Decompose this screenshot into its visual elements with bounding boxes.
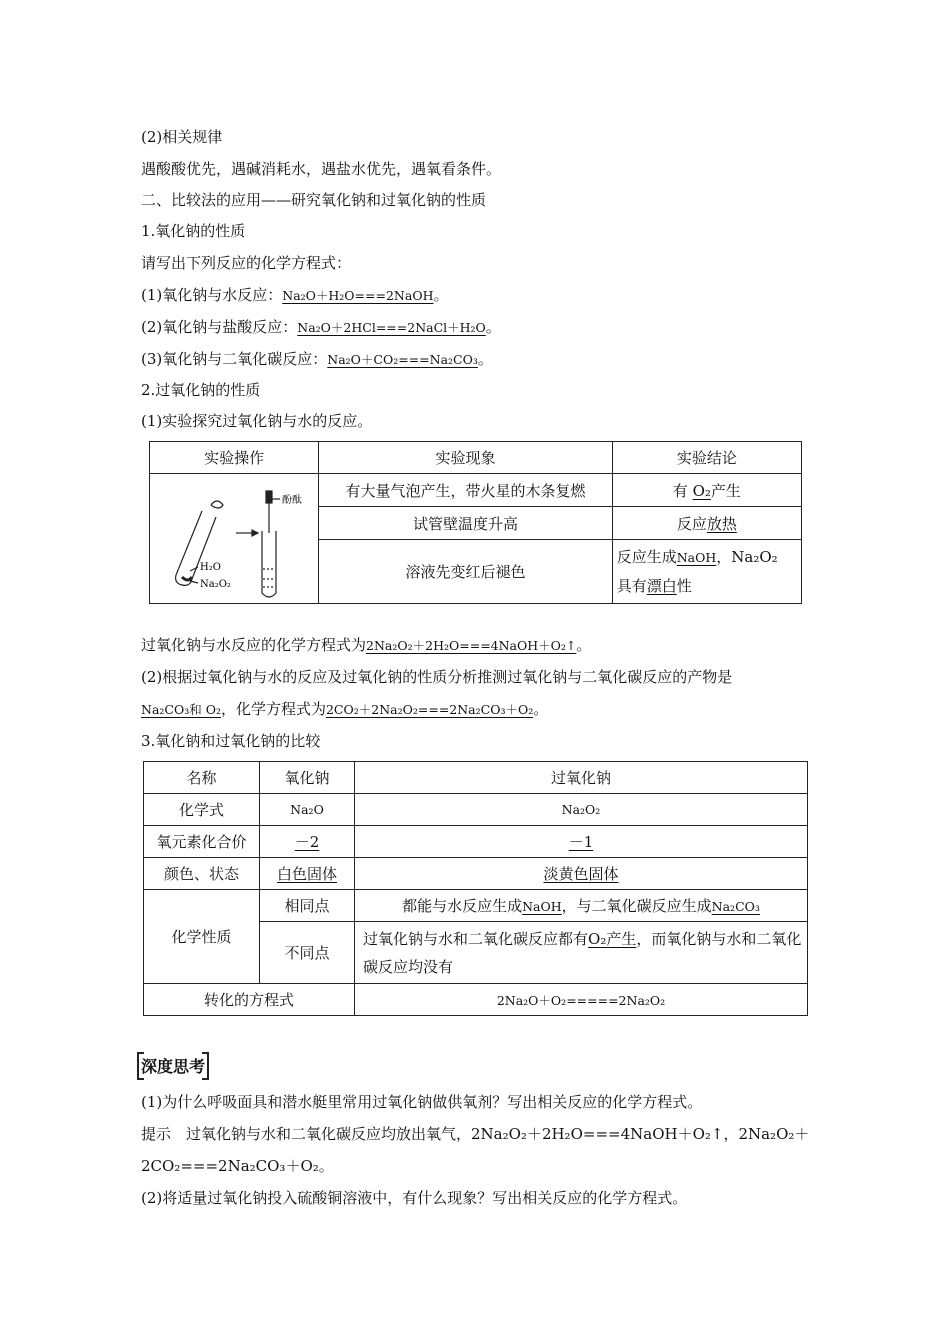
answer-underline: －1 (568, 833, 594, 851)
equation-intro: 过氧化钠与水反应的化学方程式为 (141, 636, 367, 654)
bracket-right-icon (202, 1052, 209, 1080)
answer-underline: 放热 (706, 514, 737, 533)
period: 。 (576, 636, 592, 654)
table-header: 过氧化钠 (355, 762, 808, 794)
equation: Na₂O＋CO₂===Na₂CO₃ (327, 352, 478, 367)
row-label: 化学性质 (144, 890, 260, 984)
subsection-title: 3.氧化钠和过氧化钠的比较 (141, 732, 321, 750)
conclusion-cell (612, 474, 801, 507)
answer-underline: －2 (294, 833, 320, 851)
hint-line-2: 2CO₂===2Na₂CO₃＋O₂。 (141, 1157, 334, 1175)
equation: 2Na₂O₂＋2H₂O===4NaOH＋O₂↑ (366, 638, 577, 653)
table-header: 氧化钠 (260, 762, 355, 794)
answer-underline: 白色固体 (276, 865, 337, 883)
reaction-label: (1)氧化钠与水反应： (141, 286, 283, 304)
na2o2-value: Na₂O₂ (355, 794, 808, 826)
peroxide-label: Na₂O₂ (200, 578, 232, 590)
connector-text: ，化学方程式为 (220, 700, 326, 718)
answer-underline: 淡黄色固体 (543, 865, 619, 883)
na2o-value (260, 858, 355, 890)
period: 。 (477, 350, 493, 368)
period: 。 (533, 700, 549, 718)
conclusion-text: 性 (676, 577, 692, 595)
intro-text: 请写出下列反应的化学方程式： (141, 254, 352, 272)
answer-underline: Na₂CO₃ (711, 899, 760, 914)
row-label: 氧元素化合价 (144, 826, 260, 858)
equation: 2CO₂＋2Na₂O₂===2Na₂CO₃＋O₂ (325, 702, 534, 717)
na2o2-value (355, 858, 808, 890)
property-text: 都能与水反应生成 (402, 897, 523, 915)
conclusion-cell (612, 540, 801, 604)
table-header: 实验结论 (612, 442, 801, 474)
table-header: 名称 (144, 762, 260, 794)
conclusion-text: 有 (672, 481, 693, 500)
different-property (355, 922, 808, 984)
reaction-line (141, 284, 449, 307)
answer-line (141, 698, 548, 721)
phenomenon-cell: 有大量气泡产生，带火星的木条复燃 (319, 474, 612, 507)
equation: Na₂O＋H₂O===2NaOH (282, 288, 434, 303)
deep-thinking-title: 深度思考 (141, 1057, 206, 1076)
question-line: (2)根据过氧化钠与水的反应及过氧化钠的性质分析推测过氧化钠与二氧化碳反应的产物是 (141, 668, 733, 686)
question-1: (1)为什么呼吸面具和潜水艇里常用过氧化钠做供氧剂？写出相关反应的化学方程式。 (141, 1093, 703, 1111)
na2o-value: Na₂O (260, 794, 355, 826)
answer-underline: 漂白 (646, 577, 677, 595)
row-label: 化学式 (144, 794, 260, 826)
experiment-illustration (154, 475, 314, 603)
water-label: H₂O (200, 561, 222, 573)
period: 。 (485, 318, 501, 336)
comparison-table (143, 761, 808, 1016)
reaction-line (141, 316, 501, 339)
property-text: ，而氧化钠与水和二氧化碳反应均没有 (363, 929, 802, 976)
table-header: 实验操作 (150, 442, 319, 474)
question-2: (2)将适量过氧化钠投入硫酸铜溶液中，有什么现象？写出相关反应的化学方程式。 (141, 1189, 688, 1207)
section-title: 二、比较法的应用——研究氧化钠和过氧化钠的性质 (141, 191, 487, 209)
equation: Na₂O＋2HCl===2NaCl＋H₂O (297, 320, 486, 335)
phenolphthalein-label: 酚酞 (282, 494, 303, 506)
conclusion-text: 反应生成 (616, 548, 677, 566)
phenomenon-cell: 试管壁温度升高 (319, 507, 612, 540)
conclusion-cell (612, 507, 801, 540)
property-text: ，与二氧化碳反应生成 (561, 897, 712, 915)
reaction-label: (2)氧化钠与盐酸反应： (141, 318, 298, 336)
na2o2-value (355, 826, 808, 858)
period: 。 (433, 286, 449, 304)
subsection-heading: (2)相关规律 (141, 128, 223, 146)
answer-underline: O₂ (692, 481, 711, 500)
table-header: 实验现象 (319, 442, 612, 474)
product-answer: Na₂CO₃和 O₂ (141, 702, 221, 717)
phenomenon-cell: 溶液先变红后褪色 (319, 540, 612, 604)
answer-underline: O₂产生 (588, 929, 637, 948)
reaction-label: (3)氧化钠与二氧化碳反应： (141, 350, 328, 368)
subsection-title: 1.氧化钠的性质 (141, 222, 246, 240)
na2o-value (260, 826, 355, 858)
answer-underline: NaOH (676, 550, 717, 565)
bracket-left-icon (137, 1052, 144, 1080)
property-text: 过氧化钠与水和二氧化碳反应都有 (363, 929, 589, 948)
reaction-line (141, 348, 493, 371)
hint-line-1: 提示 过氧化钠与水和二氧化碳反应均放出氧气，2Na₂O₂＋2H₂O===4NaOH＋O₂↑，2Na₂O₂＋ (141, 1125, 810, 1143)
row-label: 颜色、状态 (144, 858, 260, 890)
same-property (355, 890, 808, 922)
rule-text: 遇酸酸优先，遇碱消耗水，遇盐水优先，遇氧看条件。 (141, 160, 502, 178)
deep-thinking-heading (141, 1054, 205, 1077)
equation-line (141, 634, 591, 657)
experiment-intro: (1)实验探究过氧化钠与水的反应。 (141, 412, 373, 430)
sub-label: 相同点 (260, 890, 355, 922)
test-tube-diagram (154, 475, 314, 603)
row-label: 转化的方程式 (144, 984, 355, 1016)
conclusion-text: ，Na₂O₂ 具有 (616, 548, 778, 595)
conversion-equation: 2Na₂O＋O₂=====2Na₂O₂ (355, 984, 808, 1016)
conclusion-text: 反应 (676, 514, 707, 533)
experiment-figure-cell (150, 474, 319, 604)
sub-label: 不同点 (260, 922, 355, 984)
answer-underline: NaOH (522, 899, 562, 914)
experiment-table (149, 441, 802, 604)
conclusion-text: 产生 (710, 481, 741, 500)
subsection-title: 2.过氧化钠的性质 (141, 381, 261, 399)
